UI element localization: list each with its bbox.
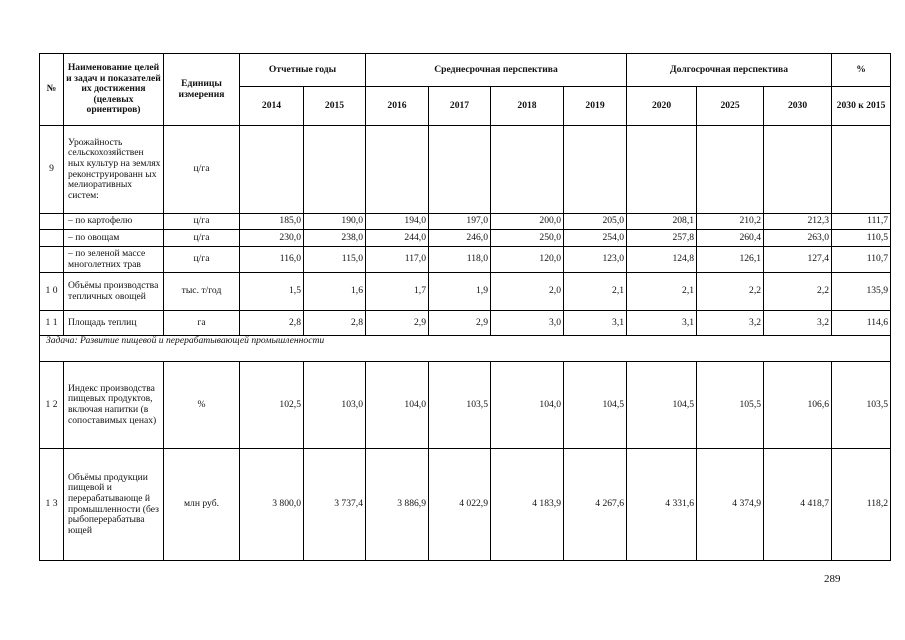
value-2018: 104,0 bbox=[491, 362, 564, 449]
value-2030: 127,4 bbox=[764, 247, 832, 273]
value-2015: 103,0 bbox=[304, 362, 366, 449]
value-2020: 124,8 bbox=[627, 247, 697, 273]
value-2017: 1,9 bbox=[429, 273, 491, 311]
value-2015: 2,8 bbox=[304, 311, 366, 336]
value-2018: 2,0 bbox=[491, 273, 564, 311]
table-row bbox=[40, 311, 891, 336]
header-year-2025: 2025 bbox=[697, 87, 764, 126]
value-2014: 230,0 bbox=[240, 230, 304, 247]
value-2025: 4 374,9 bbox=[697, 449, 764, 561]
indicators-table bbox=[39, 53, 891, 561]
value-2015: 3 737,4 bbox=[304, 449, 366, 561]
unit-cell: тыс. т/год bbox=[164, 273, 240, 311]
value-2025: 3,2 bbox=[697, 311, 764, 336]
value-percent bbox=[832, 126, 891, 214]
value-2018 bbox=[491, 126, 564, 214]
header-year-2019: 2019 bbox=[564, 87, 627, 126]
row-number bbox=[40, 230, 64, 247]
row-number bbox=[40, 247, 64, 273]
value-2020: 4 331,6 bbox=[627, 449, 697, 561]
value-2019: 123,0 bbox=[564, 247, 627, 273]
value-2020: 208,1 bbox=[627, 214, 697, 230]
value-2014 bbox=[240, 126, 304, 214]
value-2014: 102,5 bbox=[240, 362, 304, 449]
value-2017: 246,0 bbox=[429, 230, 491, 247]
value-2030: 106,6 bbox=[764, 362, 832, 449]
indicator-name: Урожайность сельскохозяйствен ных культур на землях реконструированн ых мелиоративных систем: bbox=[64, 126, 164, 214]
value-2017: 118,0 bbox=[429, 247, 491, 273]
value-2025: 126,1 bbox=[697, 247, 764, 273]
header-year-2018: 2018 bbox=[491, 87, 564, 126]
value-2019: 2,1 bbox=[564, 273, 627, 311]
value-2018: 200,0 bbox=[491, 214, 564, 230]
value-percent: 114,6 bbox=[832, 311, 891, 336]
value-2015: 115,0 bbox=[304, 247, 366, 273]
value-percent: 135,9 bbox=[832, 273, 891, 311]
value-2020: 104,5 bbox=[627, 362, 697, 449]
value-percent: 103,5 bbox=[832, 362, 891, 449]
value-2017: 2,9 bbox=[429, 311, 491, 336]
header-year-2030: 2030 bbox=[764, 87, 832, 126]
value-2020: 2,1 bbox=[627, 273, 697, 311]
value-2025: 210,2 bbox=[697, 214, 764, 230]
value-2019: 254,0 bbox=[564, 230, 627, 247]
table-row bbox=[40, 449, 891, 561]
indicator-name: – по картофелю bbox=[64, 214, 164, 230]
value-2019: 104,5 bbox=[564, 362, 627, 449]
indicator-name: Объёмы продукции пищевой и перерабатывающе й промышленности (без рыбоперерабатыва ющей bbox=[64, 449, 164, 561]
value-2030: 212,3 bbox=[764, 214, 832, 230]
value-percent: 118,2 bbox=[832, 449, 891, 561]
table-row bbox=[40, 230, 891, 247]
unit-cell: млн руб. bbox=[164, 449, 240, 561]
row-number: 1 1 bbox=[40, 311, 64, 336]
row-number: 1 2 bbox=[40, 362, 64, 449]
row-number: 9 bbox=[40, 126, 64, 214]
value-2014: 185,0 bbox=[240, 214, 304, 230]
indicator-name: Индекс производства пищевых продуктов, включая напитки (в сопоставимых ценах) bbox=[64, 362, 164, 449]
value-2015: 1,6 bbox=[304, 273, 366, 311]
value-2017: 4 022,9 bbox=[429, 449, 491, 561]
value-2030: 4 418,7 bbox=[764, 449, 832, 561]
value-2016 bbox=[366, 126, 429, 214]
header-medium-term: Среднесрочная перспектива bbox=[366, 54, 627, 87]
value-2019 bbox=[564, 126, 627, 214]
header-reported-years: Отчетные годы bbox=[240, 54, 366, 87]
value-2025: 2,2 bbox=[697, 273, 764, 311]
value-2030: 263,0 bbox=[764, 230, 832, 247]
table-row bbox=[40, 247, 891, 273]
value-2025: 260,4 bbox=[697, 230, 764, 247]
row-number bbox=[40, 214, 64, 230]
unit-cell: га bbox=[164, 311, 240, 336]
value-2016: 104,0 bbox=[366, 362, 429, 449]
value-2016: 244,0 bbox=[366, 230, 429, 247]
value-2019: 4 267,6 bbox=[564, 449, 627, 561]
value-2014: 116,0 bbox=[240, 247, 304, 273]
table-row bbox=[40, 214, 891, 230]
value-2017: 197,0 bbox=[429, 214, 491, 230]
value-percent: 110,7 bbox=[832, 247, 891, 273]
value-2030: 3,2 bbox=[764, 311, 832, 336]
value-2016: 2,9 bbox=[366, 311, 429, 336]
value-2015: 238,0 bbox=[304, 230, 366, 247]
value-2014: 2,8 bbox=[240, 311, 304, 336]
unit-cell: ц/га bbox=[164, 126, 240, 214]
row-number: 1 3 bbox=[40, 449, 64, 561]
header-no: № bbox=[40, 54, 64, 126]
value-2015 bbox=[304, 126, 366, 214]
value-2016: 1,7 bbox=[366, 273, 429, 311]
header-percent: % bbox=[832, 54, 891, 87]
value-2018: 250,0 bbox=[491, 230, 564, 247]
table-row bbox=[40, 126, 891, 214]
indicator-name: Площадь теплиц bbox=[64, 311, 164, 336]
header-percent-2030-vs-2015: 2030 к 2015 bbox=[832, 87, 891, 126]
header-year-2017: 2017 bbox=[429, 87, 491, 126]
task-heading: Задача: Развитие пищевой и перерабатывающей промышленности bbox=[40, 336, 891, 362]
value-2016: 3 886,9 bbox=[366, 449, 429, 561]
value-2020: 3,1 bbox=[627, 311, 697, 336]
header-unit: Единицы измерения bbox=[164, 54, 240, 126]
row-number: 1 0 bbox=[40, 273, 64, 311]
unit-cell: ц/га bbox=[164, 247, 240, 273]
header-year-2020: 2020 bbox=[627, 87, 697, 126]
header-year-2016: 2016 bbox=[366, 87, 429, 126]
value-2025 bbox=[697, 126, 764, 214]
value-percent: 110,5 bbox=[832, 230, 891, 247]
value-2020: 257,8 bbox=[627, 230, 697, 247]
value-2018: 3,0 bbox=[491, 311, 564, 336]
value-2025: 105,5 bbox=[697, 362, 764, 449]
unit-cell: ц/га bbox=[164, 214, 240, 230]
value-2017: 103,5 bbox=[429, 362, 491, 449]
indicator-name: – по зеленой массе многолетних трав bbox=[64, 247, 164, 273]
value-2014: 3 800,0 bbox=[240, 449, 304, 561]
header-name: Наименование целей и задач и показателей их достижения (целевых ориентиров) bbox=[64, 54, 164, 126]
value-2014: 1,5 bbox=[240, 273, 304, 311]
header-year-2014: 2014 bbox=[240, 87, 304, 126]
value-2020 bbox=[627, 126, 697, 214]
table-row bbox=[40, 362, 891, 449]
value-2030: 2,2 bbox=[764, 273, 832, 311]
indicator-name: – по овощам bbox=[64, 230, 164, 247]
value-2019: 3,1 bbox=[564, 311, 627, 336]
value-2017 bbox=[429, 126, 491, 214]
value-percent: 111,7 bbox=[832, 214, 891, 230]
task-row bbox=[40, 336, 891, 362]
page-number: 289 bbox=[824, 573, 841, 585]
header-long-term: Долгосрочная перспектива bbox=[627, 54, 832, 87]
header-row-1 bbox=[40, 54, 891, 87]
value-2016: 194,0 bbox=[366, 214, 429, 230]
value-2016: 117,0 bbox=[366, 247, 429, 273]
value-2030 bbox=[764, 126, 832, 214]
unit-cell: ц/га bbox=[164, 230, 240, 247]
value-2015: 190,0 bbox=[304, 214, 366, 230]
value-2018: 120,0 bbox=[491, 247, 564, 273]
table-row bbox=[40, 273, 891, 311]
value-2018: 4 183,9 bbox=[491, 449, 564, 561]
unit-cell: % bbox=[164, 362, 240, 449]
header-year-2015: 2015 bbox=[304, 87, 366, 126]
value-2019: 205,0 bbox=[564, 214, 627, 230]
indicator-name: Объёмы производства тепличных овощей bbox=[64, 273, 164, 311]
